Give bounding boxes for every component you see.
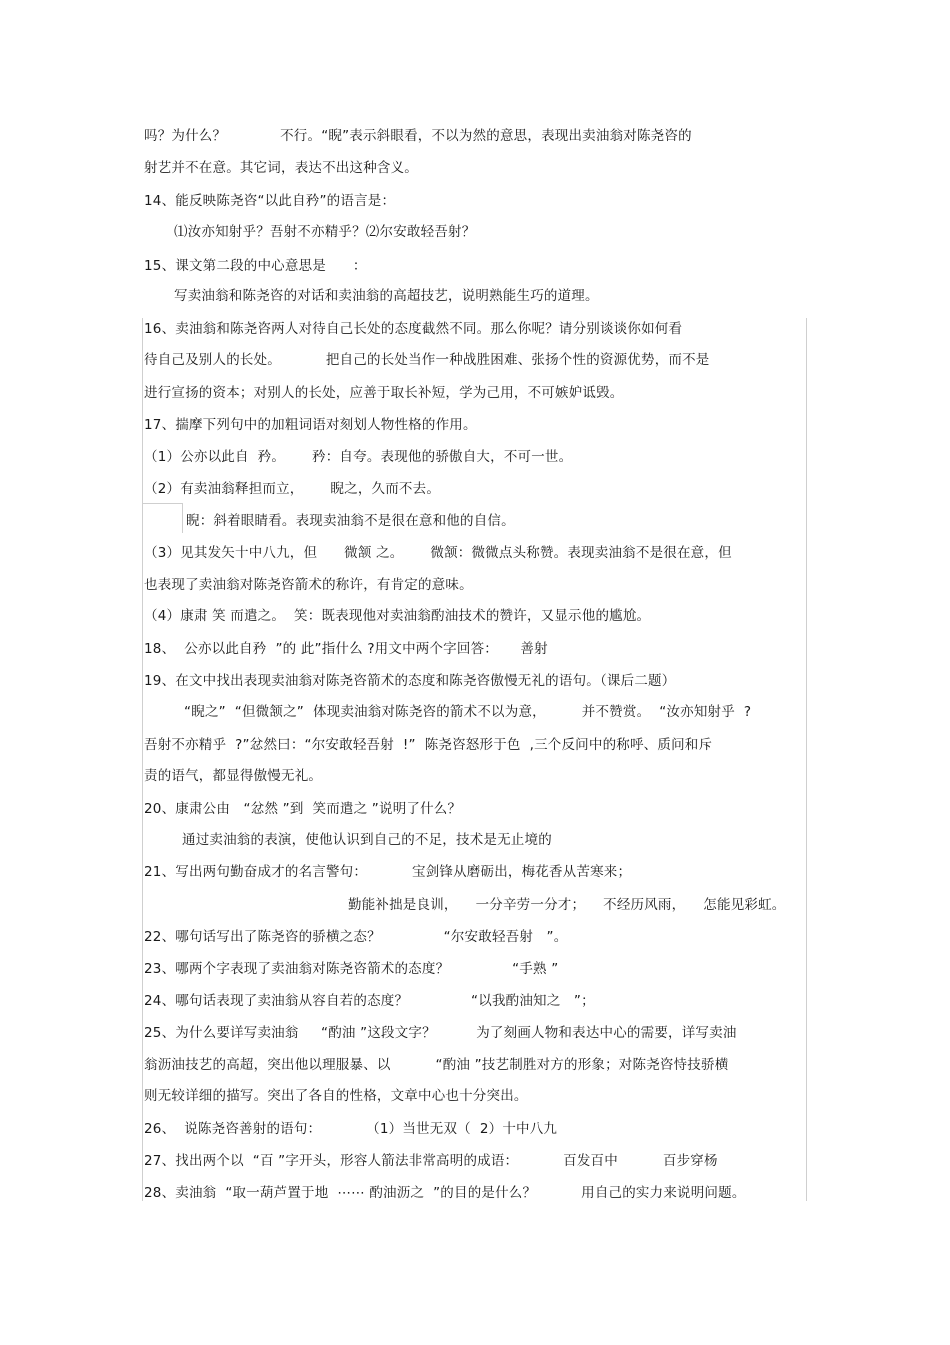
text-line: 20、康肃公由 “忿然 ”到 笑而遣之 ”说明了什么？	[144, 801, 462, 817]
text-line: 19、在文中找出表现卖油翁对陈尧咨箭术的态度和陈尧咨傲慢无礼的语句。（课后二题）	[144, 673, 676, 689]
text-line: 射艺并不在意。其它词，表达不出这种含义。	[144, 160, 418, 176]
text-line: （2）有卖油翁释担而立， 睨之，久而不去。	[144, 481, 441, 497]
text-line: 23、哪两个字表现了卖油翁对陈尧咨箭术的态度？ “手熟 ”	[144, 961, 559, 977]
text-line: 22、哪句话写出了陈尧咨的骄横之态？ “尔安敢轻吾射 ”。	[144, 929, 568, 945]
text-line: 15、课文第二段的中心意思是 ：	[144, 258, 367, 274]
text-line: 27、找出两个以 “百 ”字开头，形容人箭法非常高明的成语： 百发百中 百步穿杨	[144, 1153, 718, 1169]
text-line: 则无较详细的描写。突出了各自的性格，文章中心也十分突出。	[144, 1088, 528, 1104]
text-line: 25、为什么要详写卖油翁 “酌油 ”这段文字？ 为了刻画人物和表达中心的需要，详写卖油	[144, 1025, 737, 1041]
text-line: 责的语气，都显得傲慢无礼。	[144, 768, 323, 784]
text-line: 28、卖油翁 “取一葫芦置于地 ⋯⋯ 酌油沥之 ”的目的是什么？ 用自己的实力来说明问题。	[144, 1185, 746, 1201]
text-line: 24、哪句话表现了卖油翁从容自若的态度？ “以我酌油知之 ”；	[144, 993, 595, 1009]
table-inner-vborder	[182, 503, 183, 533]
text-line: 睨：斜着眼睛看。表现卖油翁不是很在意和他的自信。	[186, 513, 515, 529]
text-line: （1）公亦以此自 矜。 矜：自夸。表现他的骄傲自大，不可一世。	[144, 449, 573, 465]
text-line: 吗？为什么？ 不行。“睨”表示斜眼看，不以为然的意思，表现出卖油翁对陈尧咨的	[144, 128, 692, 144]
text-line: 勤能补拙是良训， 一分辛劳一分才； 不经历风雨， 怎能见彩虹。	[348, 897, 786, 913]
text-line: （4）康肃 笑 而遣之。 笑：既表现他对卖油翁酌油技术的赞许，又显示他的尴尬。	[144, 608, 651, 624]
text-line: “睨之” “但微颔之” 体现卖油翁对陈尧咨的箭术不以为意， 并不赞赏。 “汝亦知射乎 ?	[184, 704, 752, 720]
text-line: 21、写出两句勤奋成才的名言警句： 宝剑锋从磨砺出，梅花香从苦寒来；	[144, 864, 632, 880]
text-line: 26、 说陈尧咨善射的语句： （1）当世无双（ 2）十中八九	[144, 1121, 558, 1137]
table-inner-border	[142, 503, 182, 504]
text-line: ⑴汝亦知射乎？吾射不亦精乎？⑵尔安敢轻吾射？	[174, 224, 476, 240]
text-line: 待自己及别人的长处。 把自己的长处当作一种战胜困难、张扬个性的资源优势，而不是	[144, 352, 710, 368]
table-right-border	[806, 318, 807, 1201]
text-line: 写卖油翁和陈尧咨的对话和卖油翁的高超技艺，说明熟能生巧的道理。	[174, 288, 599, 304]
text-line: 也表现了卖油翁对陈尧咨箭术的称许，有肯定的意味。	[144, 577, 473, 593]
table-left-border	[142, 318, 143, 1201]
text-line: 通过卖油翁的表演，使他认识到自己的不足，技术是无止境的	[182, 832, 552, 848]
text-line: 14、能反映陈尧咨“以此自矜”的语言是：	[144, 193, 396, 209]
text-line: 17、揣摩下列句中的加粗词语对刻划人物性格的作用。	[144, 417, 477, 433]
text-line: 进行宣扬的资本；对别人的长处，应善于取长补短，学为己用，不可嫉妒诋毁。	[144, 385, 624, 401]
text-line: 翁沥油技艺的高超，突出他以理服暴、以 “酌油 ”技艺制胜对方的形象；对陈尧咨恃技骄横	[144, 1057, 729, 1073]
text-line: 16、卖油翁和陈尧咨两人对待自己长处的态度截然不同。那么你呢？请分别谈谈你如何看	[144, 321, 683, 337]
text-line: （3）见其发矢十中八九，但 微颔 之。 微颔：微微点头称赞。表现卖油翁不是很在意，但	[144, 545, 732, 561]
text-line: 吾射不亦精乎 ?”忿然曰：“尔安敢轻吾射 !” 陈尧咨怒形于色 ,三个反问中的称呼、质问和斥	[144, 737, 713, 753]
text-line: 18、 公亦以此自矜 ”的 此”指什么 ?用文中两个字回答： 善射	[144, 641, 548, 657]
